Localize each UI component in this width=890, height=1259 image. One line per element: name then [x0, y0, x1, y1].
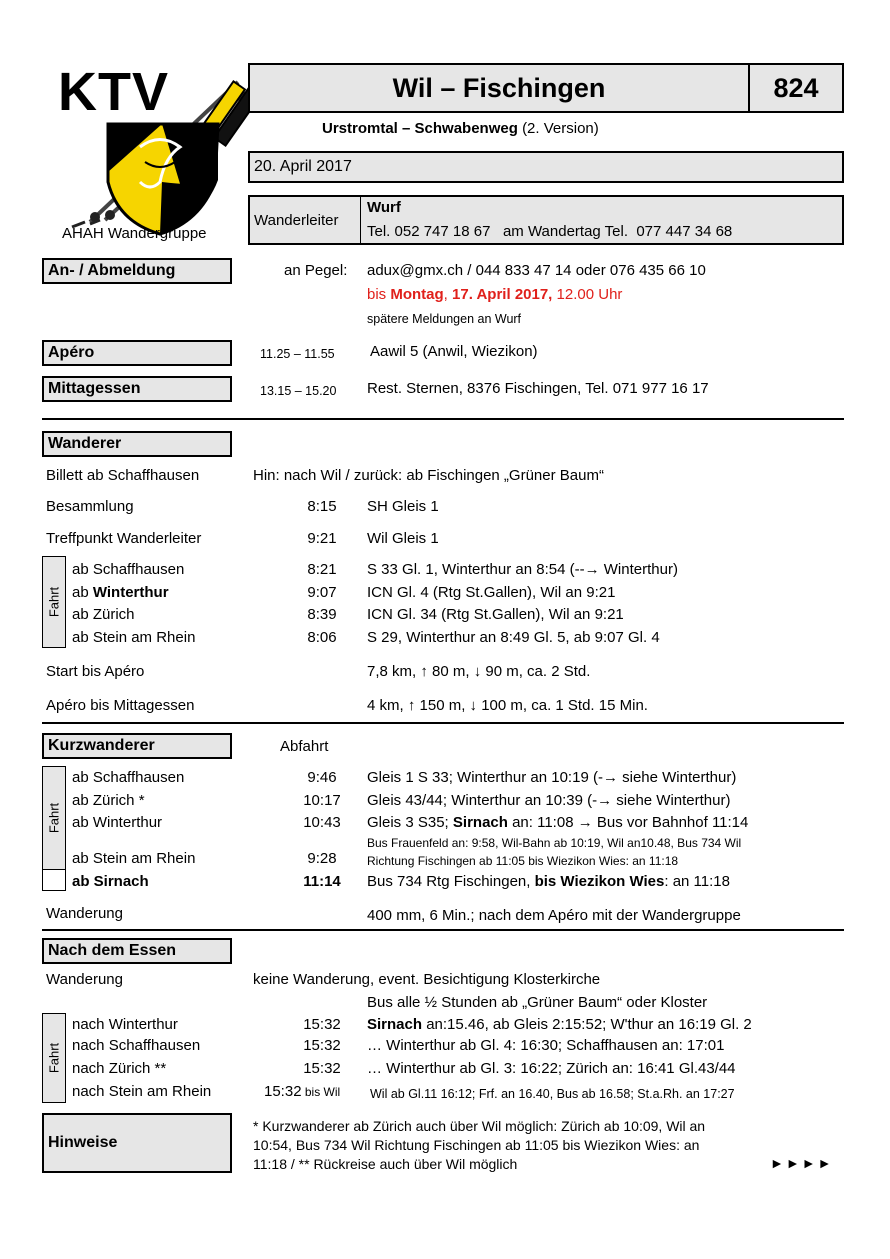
- registration-heading: An- / Abmeldung: [42, 258, 232, 284]
- wanderer-row-from: ab Stein am Rhein: [72, 629, 196, 646]
- after-row-info: Wil ab Gl.11 16:12; Frf. an 16.40, Bus ab 16.58; St.a.Rh. an 17:27: [370, 1087, 735, 1101]
- after-row-info: … Winterthur ab Gl. 3: 16:22; Zürich an: 16:41 Gl.43/44: [367, 1060, 736, 1077]
- after-row-to: nach Schaffhausen: [72, 1037, 201, 1054]
- wanderer-row-info: ICN Gl. 34 (Rtg St.Gallen), Wil an 9:21: [367, 606, 624, 623]
- info-pre: Gleis 3 S35;: [367, 814, 453, 831]
- after-row-to: nach Stein am Rhein: [72, 1083, 212, 1100]
- wanderer-row-time: 8:06: [307, 629, 337, 646]
- info-post: : an 11:18: [664, 873, 730, 890]
- deadline-date: 17. April 2017,: [452, 286, 553, 303]
- kurz-row-time: 10:17: [303, 792, 341, 809]
- after-walk-label: Wanderung: [46, 971, 123, 988]
- apero-walk-label: Apéro bis Mittagessen: [46, 697, 195, 714]
- start-label: Start bis Apéro: [46, 663, 145, 680]
- after-bus-info: Bus alle ½ Stunden ab „Grüner Baum“ oder Kloster: [367, 994, 708, 1011]
- kurz-row-from: ab Winterthur: [72, 814, 163, 831]
- page-title: Wil – Fischingen: [392, 73, 606, 103]
- fahrt-label-box: [42, 766, 66, 870]
- leader-phone: Tel. 052 747 18 67 am Wandertag Tel. 077 447 34 68: [367, 223, 733, 240]
- leader-column-divider: [360, 197, 361, 243]
- after-row-info: … Winterthur ab Gl. 4: 16:30; Schaffhausen an: 17:01: [367, 1037, 725, 1054]
- wanderer-row-time: 8:21: [307, 561, 337, 578]
- registration-contact: adux@gmx.ch / 044 833 47 14 oder 076 435 66 10: [367, 262, 706, 279]
- from-bold: Winterthur: [92, 584, 169, 601]
- wanderer-row-time: 8:39: [307, 606, 337, 623]
- fahrt-empty-box: [42, 869, 66, 891]
- logo-subtitle: AHAH Wandergruppe: [62, 225, 207, 242]
- apero-walk-info: 4 km, ↑ 150 m, ↓ 100 m, ca. 1 Std. 15 Min.: [367, 697, 648, 714]
- after-row-info: [367, 1016, 752, 1034]
- subtitle: [322, 120, 599, 138]
- wanderer-row-time: 9:07: [307, 584, 337, 601]
- meet-time: 8:15: [307, 498, 337, 515]
- number-box: [748, 63, 844, 113]
- registration-prefix: an Pegel:: [284, 262, 348, 279]
- notes-line: * Kurzwanderer ab Zürich auch über Wil möglich: Zürich ab 10:09, Wil an: [253, 1118, 706, 1134]
- notes-line: 11:18 / ** Rückreise auch über Wil möglich: [253, 1156, 518, 1172]
- apero-time: 11.25 – 11.55: [260, 347, 335, 361]
- lunch-time: 13.15 – 15.20: [260, 384, 337, 398]
- after-row-time: 15:32: [303, 1060, 341, 1077]
- kurz-row-from: ab Sirnach: [72, 873, 149, 890]
- wanderer-row-info: ICN Gl. 4 (Rtg St.Gallen), Wil an 9:21: [367, 584, 616, 601]
- info-bold: Sirnach: [452, 814, 508, 831]
- wanderer-row-from: [72, 584, 169, 602]
- notes-heading: Hinweise: [48, 1134, 118, 1151]
- subtitle-main: Urstromtal – Schwabenweg: [322, 120, 518, 137]
- ticket-label: Billett ab Schaffhausen: [46, 467, 200, 484]
- notes-line: 10:54, Bus 734 Wil Richtung Fischingen ab 11:05 bis Wiezikon Wies: an: [253, 1137, 700, 1153]
- after-row-time: 15:32: [303, 1037, 341, 1054]
- time-suffix: bis Wil: [301, 1085, 341, 1099]
- after-walk-info: keine Wanderung, event. Besichtigung Klosterkirche: [253, 971, 601, 988]
- lunch-heading: Mittagessen: [42, 376, 232, 402]
- kurz-row-info: Richtung Fischingen ab 11:05 bis Wiezikon Wies: an 11:18: [367, 854, 679, 868]
- wanderer-row-from: ab Zürich: [72, 606, 135, 623]
- kurz-abfahrt: Abfahrt: [280, 738, 329, 755]
- kurz-row-time: 9:28: [307, 850, 337, 867]
- info-bold: bis Wiezikon Wies: [534, 873, 665, 890]
- info-pre: Bus 734 Rtg Fischingen,: [367, 873, 535, 890]
- kurz-row-info: [367, 873, 730, 891]
- apero-heading: Apéro: [42, 340, 232, 366]
- info-post: an: 11:08 → Bus vor Bahnhof 11:14: [507, 814, 749, 831]
- lunch-place: Rest. Sternen, 8376 Fischingen, Tel. 071 977 16 17: [367, 380, 709, 397]
- fahrt-label-box: [42, 1013, 66, 1103]
- tour-date: 20. April 2017: [254, 158, 352, 175]
- from-prefix: ab: [72, 584, 93, 601]
- kurz-row-time: 10:43: [303, 814, 341, 831]
- kurz-row-info: Gleis 1 S 33; Winterthur an 10:19 (-→ siehe Winterthur): [367, 769, 737, 786]
- continue-arrows-icon: ►►►►: [770, 1155, 834, 1171]
- kurz-walk-label: Wanderung: [46, 905, 123, 922]
- wanderer-row-info: S 33 Gl. 1, Winterthur an 8:54 (--→ Winterthur): [367, 561, 678, 578]
- kurz-row-time: 9:46: [307, 769, 337, 786]
- after-heading: Nach dem Essen: [42, 938, 232, 964]
- fahrt-label-box: [42, 556, 66, 648]
- divider: [42, 722, 844, 724]
- kurz-bus-note: Bus Frauenfeld an: 9:58, Wil-Bahn ab 10:19, Wil an10.48, Bus 734 Wil: [367, 836, 742, 850]
- time-value: 15:32: [264, 1083, 302, 1100]
- info-bold: Sirnach: [367, 1016, 423, 1033]
- deadline-comma: ,: [443, 286, 453, 303]
- wanderer-row-info: S 29, Winterthur an 8:49 Gl. 5, ab 9:07 Gl. 4: [367, 629, 660, 646]
- after-row-time: [264, 1083, 340, 1101]
- leader-meet-time: 9:21: [307, 530, 337, 547]
- kurz-row-from: ab Stein am Rhein: [72, 850, 196, 867]
- kurz-walk-info: 400 mm, 6 Min.; nach dem Apéro mit der Wandergruppe: [367, 907, 741, 924]
- wanderer-heading: Wanderer: [42, 431, 232, 457]
- start-info: 7,8 km, ↑ 80 m, ↓ 90 m, ca. 2 Std.: [367, 663, 591, 680]
- fahrt-label: Fahrt: [46, 586, 62, 618]
- leader-box: [248, 195, 844, 245]
- meet-place: SH Gleis 1: [367, 498, 439, 515]
- info-rest: an:15.46, ab Gleis 2:15:52; W'thur an 16:19 Gl. 2: [422, 1016, 752, 1033]
- title-box: [248, 63, 750, 113]
- kurz-row-time: 11:14: [303, 873, 341, 890]
- registration-late: spätere Meldungen an Wurf: [367, 312, 522, 326]
- kurz-row-from: ab Zürich *: [72, 792, 145, 809]
- divider: [42, 418, 844, 420]
- notes-box: [42, 1113, 232, 1173]
- leader-meet-place: Wil Gleis 1: [367, 530, 439, 547]
- brand-text: KTV: [58, 62, 169, 122]
- kurz-row-from: ab Schaffhausen: [72, 769, 185, 786]
- leader-label: Wanderleiter: [254, 212, 339, 229]
- divider: [42, 929, 844, 931]
- deadline-day: Montag: [390, 286, 444, 303]
- fahrt-label: Fahrt: [46, 1042, 62, 1074]
- registration-deadline: [367, 286, 622, 304]
- deadline-time: 12.00 Uhr: [552, 286, 623, 303]
- deadline-pre: bis: [367, 286, 391, 303]
- subtitle-version: (2. Version): [522, 120, 599, 137]
- after-row-time: 15:32: [303, 1016, 341, 1033]
- tour-number: 824: [773, 73, 819, 103]
- date-box: [248, 151, 844, 183]
- kurz-row-info: [367, 814, 748, 832]
- ktv-logo: [50, 62, 250, 247]
- leader-meet-label: Treffpunkt Wanderleiter: [46, 530, 202, 547]
- meet-label: Besammlung: [46, 498, 134, 515]
- after-row-to: nach Winterthur: [72, 1016, 178, 1033]
- after-row-to: nach Zürich **: [72, 1060, 167, 1077]
- kurz-row-info: Gleis 43/44; Winterthur an 10:39 (-→ siehe Winterthur): [367, 792, 731, 809]
- kurz-heading: Kurzwanderer: [42, 733, 232, 759]
- wanderer-row-from: ab Schaffhausen: [72, 561, 185, 578]
- leader-name: Wurf: [367, 199, 401, 216]
- ticket-info: Hin: nach Wil / zurück: ab Fischingen „Grüner Baum“: [253, 467, 604, 484]
- fahrt-label: Fahrt: [46, 802, 62, 834]
- apero-place: Aawil 5 (Anwil, Wiezikon): [370, 343, 538, 360]
